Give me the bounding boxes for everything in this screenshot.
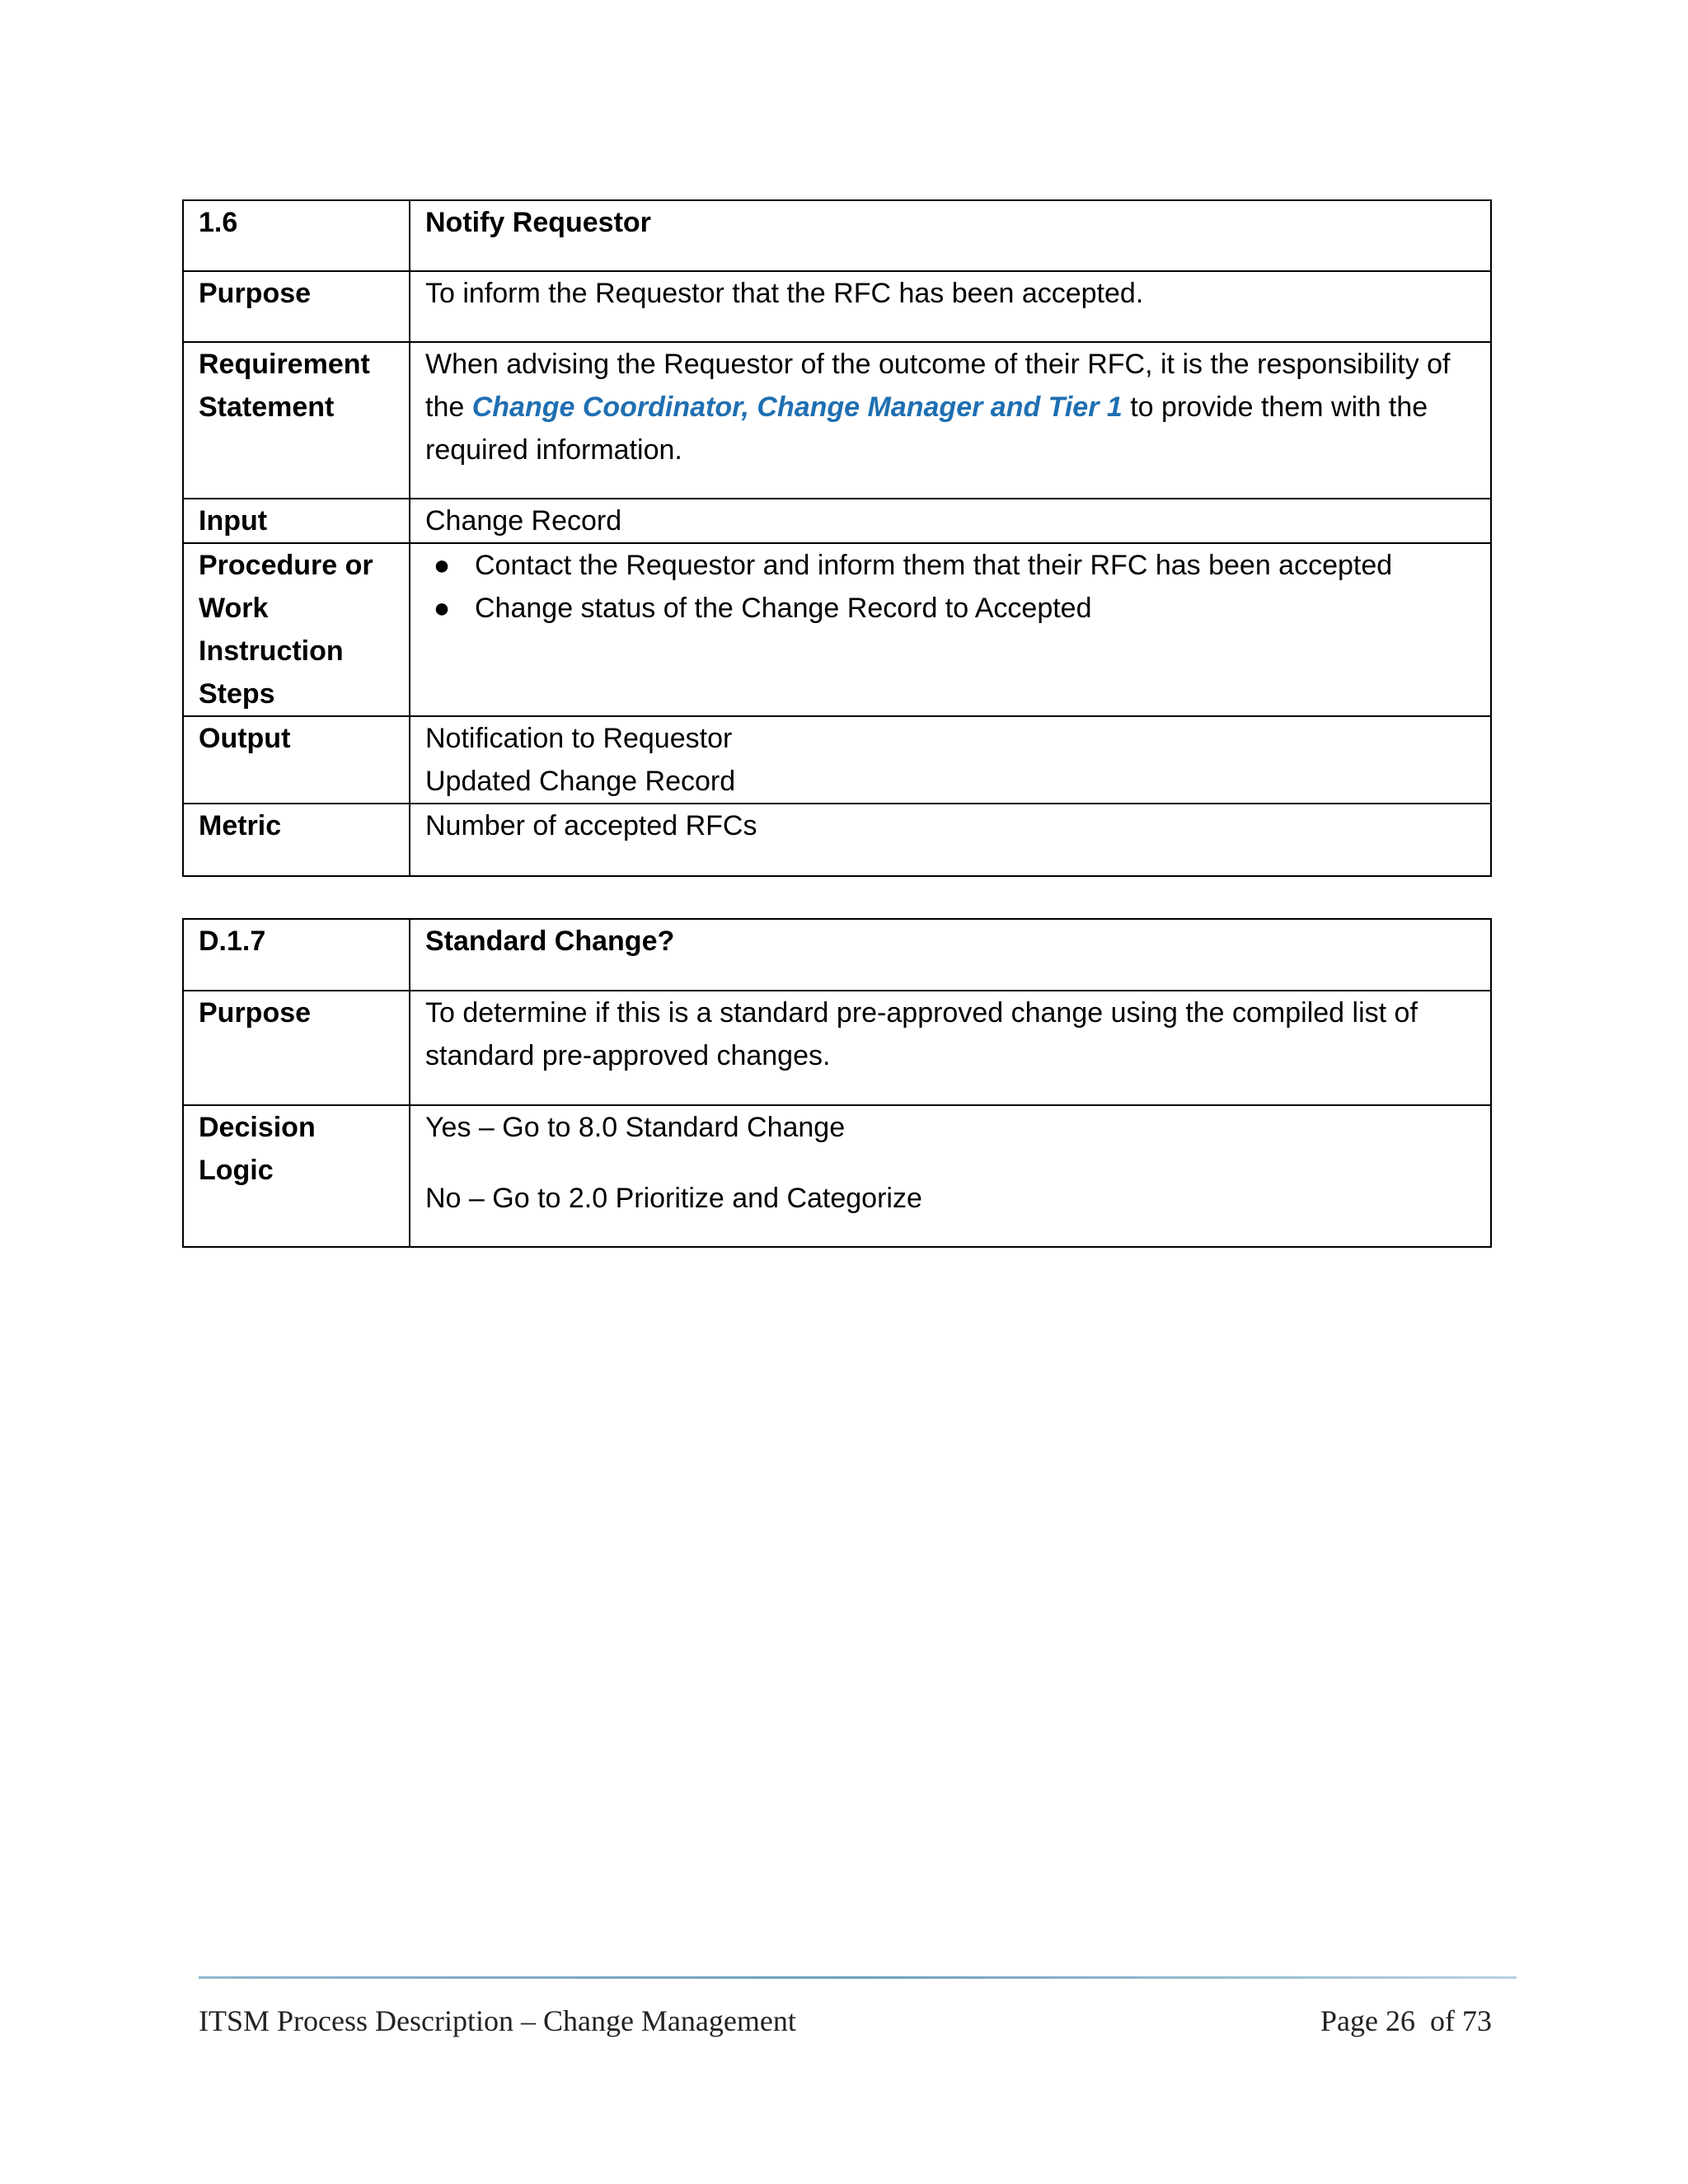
output-line: Notification to Requestor (425, 723, 733, 754)
purpose-label: Purpose (183, 991, 410, 1105)
input-text: Change Record (410, 499, 1491, 543)
requirement-text-post: to provide them with the required information. (425, 391, 1428, 466)
metric-text: Number of accepted RFCs (410, 804, 1491, 876)
table-row (183, 543, 1491, 716)
list-item (425, 544, 1475, 587)
step-title: Notify Requestor (410, 200, 1491, 271)
footer-divider (199, 1976, 1517, 1979)
step-id: D.1.7 (183, 919, 410, 991)
decision-no: No – Go to 2.0 Prioritize and Categorize (425, 1183, 922, 1214)
requirement-label-line: Requirement (199, 349, 370, 380)
table-row (183, 499, 1491, 543)
footer-page-number: Page 26 of 73 (1320, 2004, 1492, 2037)
step-title: Standard Change? (410, 919, 1491, 991)
procedure-steps (410, 543, 1491, 716)
requirement-text (410, 342, 1491, 499)
purpose-label: Purpose (183, 271, 410, 342)
requirement-label-line: Statement (199, 391, 335, 423)
requirement-roles: Change Coordinator, Change Manager and Tier 1 (471, 391, 1123, 423)
procedure-label (183, 543, 410, 716)
bullet-icon: ● (433, 593, 451, 624)
table-row (183, 804, 1491, 876)
procedure-step-text: Contact the Requestor and inform them that their RFC has been accepted (475, 550, 1393, 581)
table-row (183, 342, 1491, 499)
purpose-text: To determine if this is a standard pre-approved change using the compiled list of standard pre-approved changes. (410, 991, 1491, 1105)
table-row (183, 716, 1491, 804)
table-row (183, 991, 1491, 1105)
procedure-step-text: Change status of the Change Record to Accepted (475, 593, 1092, 624)
footer-document-title: ITSM Process Description – Change Management (199, 2004, 796, 2037)
input-label: Input (183, 499, 410, 543)
table-row (183, 1105, 1491, 1247)
decision-label: Decision Logic (183, 1105, 410, 1247)
procedure-label-line: Steps (199, 678, 275, 710)
table-row (183, 919, 1491, 991)
requirement-text-pre: When advising the Requestor of the outcome of their RFC, it is the responsibility of the (425, 349, 1451, 423)
table-row (183, 271, 1491, 342)
metric-label: Metric (183, 804, 410, 876)
procedure-label-line: Instruction (199, 635, 344, 667)
decision-text (410, 1105, 1491, 1247)
purpose-text: To inform the Requestor that the RFC has been accepted. (410, 271, 1491, 342)
procedure-label-line: Work (199, 593, 269, 624)
step-id: 1.6 (183, 200, 410, 271)
procedure-label-line: Procedure or (199, 550, 373, 581)
output-label: Output (183, 716, 410, 804)
output-text (410, 716, 1491, 804)
bullet-icon: ● (433, 550, 451, 581)
table-row (183, 200, 1491, 271)
standard-change-table (182, 918, 1492, 1248)
list-item (425, 587, 1475, 630)
decision-yes: Yes – Go to 8.0 Standard Change (425, 1112, 846, 1143)
requirement-label (183, 342, 410, 499)
notify-requestor-table (182, 199, 1492, 877)
procedure-step-list (425, 544, 1475, 630)
output-line: Updated Change Record (425, 766, 736, 797)
